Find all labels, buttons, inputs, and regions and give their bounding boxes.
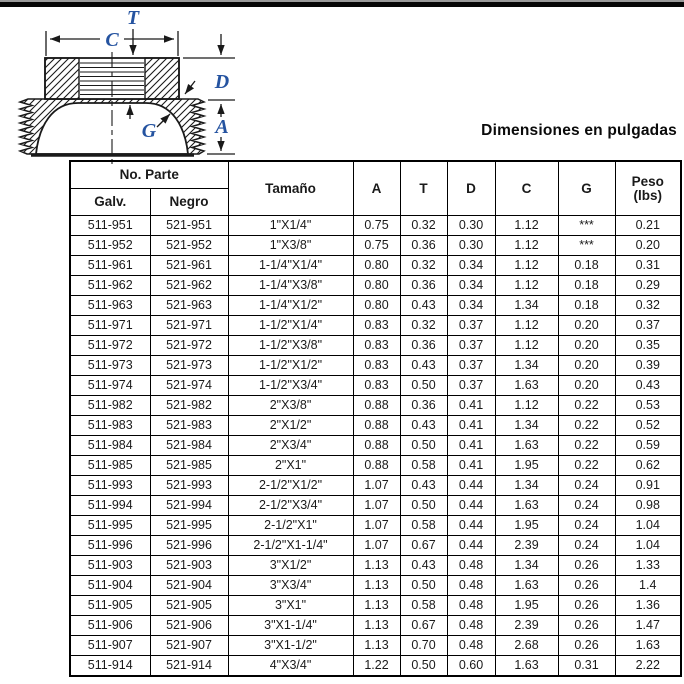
table-cell: 0.48 xyxy=(447,616,495,636)
table-cell: 0.83 xyxy=(353,316,400,336)
table-cell: 511-982 xyxy=(70,396,150,416)
dim-label-t: T xyxy=(126,7,140,29)
table-cell: 0.20 xyxy=(558,356,615,376)
header-peso-units: (lbs) xyxy=(633,187,662,203)
table-cell: 1.12 xyxy=(495,316,558,336)
table-cell: 0.50 xyxy=(400,656,447,677)
table-cell: 0.26 xyxy=(558,556,615,576)
table-row xyxy=(70,416,681,436)
table-cell: 0.48 xyxy=(447,576,495,596)
table-cell: 1.63 xyxy=(615,636,681,656)
table-cell: 521-972 xyxy=(150,336,228,356)
table-row xyxy=(70,456,681,476)
table-cell: 0.37 xyxy=(447,376,495,396)
table-cell: 0.88 xyxy=(353,416,400,436)
table-cell: 0.21 xyxy=(615,216,681,236)
table-cell: 3"X1" xyxy=(228,596,353,616)
table-cell: 511-983 xyxy=(70,416,150,436)
dim-label-d: D xyxy=(214,71,230,93)
table-cell: 0.88 xyxy=(353,436,400,456)
table-cell: 1-1/4"X3/8" xyxy=(228,276,353,296)
table-cell: 511-906 xyxy=(70,616,150,636)
table-cell: 0.34 xyxy=(447,276,495,296)
table-cell: 511-974 xyxy=(70,376,150,396)
table-cell: 0.32 xyxy=(400,256,447,276)
table-cell: 0.80 xyxy=(353,296,400,316)
table-cell: 0.52 xyxy=(615,416,681,436)
table-cell: 1.95 xyxy=(495,456,558,476)
table-cell: 2-1/2"X1" xyxy=(228,516,353,536)
table-row xyxy=(70,236,681,256)
table-cell: 0.26 xyxy=(558,616,615,636)
table-cell: 0.24 xyxy=(558,516,615,536)
table-cell: 0.60 xyxy=(447,656,495,677)
table-cell: 0.67 xyxy=(400,616,447,636)
table-cell: 511-907 xyxy=(70,636,150,656)
dimensions-note: Dimensiones en pulgadas xyxy=(481,122,677,139)
table-cell: 0.43 xyxy=(400,296,447,316)
table-row xyxy=(70,576,681,596)
header-negro: Negro xyxy=(150,189,228,216)
table-cell: 1.95 xyxy=(495,596,558,616)
table-cell: 0.20 xyxy=(558,316,615,336)
table-cell: 1.13 xyxy=(353,636,400,656)
table-cell: 521-914 xyxy=(150,656,228,677)
table-cell: 0.48 xyxy=(447,596,495,616)
table-cell: 1.34 xyxy=(495,476,558,496)
table-cell: 0.88 xyxy=(353,396,400,416)
table-cell: 1.34 xyxy=(495,416,558,436)
table-cell: 1.07 xyxy=(353,536,400,556)
table-cell: 0.32 xyxy=(615,296,681,316)
table-cell: 521-963 xyxy=(150,296,228,316)
table-cell: 1.07 xyxy=(353,476,400,496)
table-cell: 0.22 xyxy=(558,416,615,436)
header-dim-d: D xyxy=(447,161,495,216)
table-cell: 521-973 xyxy=(150,356,228,376)
table-cell: 2.68 xyxy=(495,636,558,656)
table-cell: 0.98 xyxy=(615,496,681,516)
table-row xyxy=(70,476,681,496)
table-cell: 1"X3/8" xyxy=(228,236,353,256)
table-row xyxy=(70,556,681,576)
table-cell: 0.37 xyxy=(615,316,681,336)
table-cell: 2-1/2"X3/4" xyxy=(228,496,353,516)
table-cell: 1.13 xyxy=(353,616,400,636)
table-header xyxy=(70,161,681,216)
table-cell: 0.50 xyxy=(400,376,447,396)
table-cell: 511-996 xyxy=(70,536,150,556)
table-cell: 1.13 xyxy=(353,596,400,616)
table-row xyxy=(70,216,681,236)
table-cell: 0.43 xyxy=(400,476,447,496)
table-cell: 521-974 xyxy=(150,376,228,396)
table-cell: 2"X3/8" xyxy=(228,396,353,416)
table-cell: 511-972 xyxy=(70,336,150,356)
table-cell: 521-904 xyxy=(150,576,228,596)
table-cell: 0.43 xyxy=(400,556,447,576)
table-cell: 1.12 xyxy=(495,236,558,256)
table-cell: 1.63 xyxy=(495,576,558,596)
table-cell: 0.41 xyxy=(447,436,495,456)
table-cell: 2.39 xyxy=(495,616,558,636)
table-cell: 1.63 xyxy=(495,656,558,677)
table-cell: 0.58 xyxy=(400,596,447,616)
table-cell: 0.44 xyxy=(447,516,495,536)
table-cell: 3"X1-1/4" xyxy=(228,616,353,636)
table-cell: 0.53 xyxy=(615,396,681,416)
table-cell: 1.13 xyxy=(353,556,400,576)
table-cell: 1.12 xyxy=(495,276,558,296)
table-cell: 0.22 xyxy=(558,396,615,416)
table-cell: 0.91 xyxy=(615,476,681,496)
table-cell: 0.31 xyxy=(615,256,681,276)
table-row xyxy=(70,296,681,316)
table-cell: 1.34 xyxy=(495,356,558,376)
table-cell: 0.29 xyxy=(615,276,681,296)
table-cell: 521-903 xyxy=(150,556,228,576)
table-cell: 0.26 xyxy=(558,576,615,596)
header-peso xyxy=(615,161,681,216)
table-cell: 0.37 xyxy=(447,356,495,376)
table-cell: 0.62 xyxy=(615,456,681,476)
table-cell: 0.30 xyxy=(447,236,495,256)
dim-label-a: A xyxy=(215,116,229,138)
table-cell: 511-984 xyxy=(70,436,150,456)
table-cell: 1-1/2"X1/2" xyxy=(228,356,353,376)
table-cell: 0.80 xyxy=(353,276,400,296)
table-cell: 2.39 xyxy=(495,536,558,556)
table-cell: 0.35 xyxy=(615,336,681,356)
table-cell: 2"X1" xyxy=(228,456,353,476)
table-cell: 521-961 xyxy=(150,256,228,276)
table-cell: 0.48 xyxy=(447,636,495,656)
table-cell: 511-961 xyxy=(70,256,150,276)
table-cell: 511-993 xyxy=(70,476,150,496)
table-cell: 0.44 xyxy=(447,496,495,516)
table-cell: 0.37 xyxy=(447,336,495,356)
table-cell: 0.75 xyxy=(353,216,400,236)
table-cell: 511-963 xyxy=(70,296,150,316)
table-cell: 0.26 xyxy=(558,636,615,656)
table-cell: 2-1/2"X1-1/4" xyxy=(228,536,353,556)
parts-dimensions-table xyxy=(69,160,682,677)
table-cell: 0.59 xyxy=(615,436,681,456)
table-cell: 0.24 xyxy=(558,476,615,496)
table-cell: 511-995 xyxy=(70,516,150,536)
table-row xyxy=(70,616,681,636)
table-cell: 0.18 xyxy=(558,256,615,276)
table-cell: 0.37 xyxy=(447,316,495,336)
table-cell: 511-952 xyxy=(70,236,150,256)
table-row xyxy=(70,636,681,656)
table-cell: 511-951 xyxy=(70,216,150,236)
table-cell: 0.36 xyxy=(400,336,447,356)
table-cell: 0.20 xyxy=(615,236,681,256)
table-row xyxy=(70,336,681,356)
header-peso-word: Peso xyxy=(631,173,664,189)
table-cell: 0.34 xyxy=(447,296,495,316)
table-cell: 0.18 xyxy=(558,276,615,296)
table-row xyxy=(70,496,681,516)
table-cell: 1.22 xyxy=(353,656,400,677)
table-row xyxy=(70,536,681,556)
table-cell: 1-1/4"X1/2" xyxy=(228,296,353,316)
table-cell: 0.41 xyxy=(447,416,495,436)
table-cell: 521-907 xyxy=(150,636,228,656)
table-cell: 521-996 xyxy=(150,536,228,556)
table-cell: 521-994 xyxy=(150,496,228,516)
table-cell: 0.50 xyxy=(400,496,447,516)
table-cell: 0.75 xyxy=(353,236,400,256)
table-cell: 0.32 xyxy=(400,216,447,236)
table-cell: 1.4 xyxy=(615,576,681,596)
header-dim-c: C xyxy=(495,161,558,216)
table-cell: 1-1/2"X1/4" xyxy=(228,316,353,336)
table-cell: 0.80 xyxy=(353,256,400,276)
table-cell: 521-906 xyxy=(150,616,228,636)
table-cell: 521-971 xyxy=(150,316,228,336)
header-dim-t: T xyxy=(400,161,447,216)
table-cell: 1.12 xyxy=(495,396,558,416)
table-cell: 1-1/2"X3/8" xyxy=(228,336,353,356)
table-cell: 1.13 xyxy=(353,576,400,596)
table-cell: 0.20 xyxy=(558,376,615,396)
table-cell: 0.36 xyxy=(400,236,447,256)
table-cell: 2"X1/2" xyxy=(228,416,353,436)
table-cell: 1.34 xyxy=(495,296,558,316)
header-galv: Galv. xyxy=(70,189,150,216)
table-cell: 0.30 xyxy=(447,216,495,236)
table-row xyxy=(70,396,681,416)
table-cell: 0.26 xyxy=(558,596,615,616)
header-dim-g: G xyxy=(558,161,615,216)
table-cell: 1"X1/4" xyxy=(228,216,353,236)
table-cell: 1.34 xyxy=(495,556,558,576)
table-cell: 1-1/2"X3/4" xyxy=(228,376,353,396)
table-row xyxy=(70,376,681,396)
table-cell: 0.36 xyxy=(400,396,447,416)
table-cell: 511-994 xyxy=(70,496,150,516)
table-cell: 0.50 xyxy=(400,576,447,596)
table-cell: 0.20 xyxy=(558,336,615,356)
table-cell: 1.95 xyxy=(495,516,558,536)
table-row xyxy=(70,596,681,616)
table-cell: 1.63 xyxy=(495,496,558,516)
table-cell: 0.31 xyxy=(558,656,615,677)
table-cell: 511-985 xyxy=(70,456,150,476)
table-cell: 0.44 xyxy=(447,536,495,556)
dim-label-c: C xyxy=(105,29,119,51)
header-tamano: Tamaño xyxy=(228,161,353,216)
table-cell: 1.63 xyxy=(495,436,558,456)
table-cell: 0.36 xyxy=(400,276,447,296)
table-cell: 1-1/4"X1/4" xyxy=(228,256,353,276)
table-cell: 521-983 xyxy=(150,416,228,436)
table-cell: 1.07 xyxy=(353,516,400,536)
table-cell: 0.24 xyxy=(558,496,615,516)
table-cell: 521-982 xyxy=(150,396,228,416)
table-row xyxy=(70,656,681,677)
table-cell: 4"X3/4" xyxy=(228,656,353,677)
table-cell: 0.32 xyxy=(400,316,447,336)
table-cell: 2-1/2"X1/2" xyxy=(228,476,353,496)
table-cell: 1.07 xyxy=(353,496,400,516)
table-cell: 0.43 xyxy=(615,376,681,396)
table-cell: 521-995 xyxy=(150,516,228,536)
table-cell: 0.58 xyxy=(400,516,447,536)
table-cell: 0.88 xyxy=(353,456,400,476)
table-cell: *** xyxy=(558,216,615,236)
table-row xyxy=(70,436,681,456)
table-cell: 521-985 xyxy=(150,456,228,476)
table-cell: 0.58 xyxy=(400,456,447,476)
parts-table-body xyxy=(70,216,681,677)
table-cell: 0.70 xyxy=(400,636,447,656)
table-cell: 0.43 xyxy=(400,356,447,376)
table-cell: 521-952 xyxy=(150,236,228,256)
table-cell: 511-914 xyxy=(70,656,150,677)
table-row xyxy=(70,316,681,336)
table-cell: 1.12 xyxy=(495,256,558,276)
table-cell: 1.63 xyxy=(495,376,558,396)
table-cell: 0.44 xyxy=(447,476,495,496)
table-cell: 0.41 xyxy=(447,456,495,476)
table-row xyxy=(70,276,681,296)
table-cell: 2"X3/4" xyxy=(228,436,353,456)
table-cell: 521-993 xyxy=(150,476,228,496)
table-cell: 0.22 xyxy=(558,436,615,456)
table-cell: 511-973 xyxy=(70,356,150,376)
table-cell: 0.83 xyxy=(353,376,400,396)
table-cell: 511-962 xyxy=(70,276,150,296)
table-cell: *** xyxy=(558,236,615,256)
table-cell: 1.04 xyxy=(615,536,681,556)
table-cell: 2.22 xyxy=(615,656,681,677)
table-cell: 521-951 xyxy=(150,216,228,236)
table-cell: 1.33 xyxy=(615,556,681,576)
table-cell: 1.12 xyxy=(495,336,558,356)
table-cell: 511-971 xyxy=(70,316,150,336)
table-cell: 521-962 xyxy=(150,276,228,296)
table-cell: 0.18 xyxy=(558,296,615,316)
table-cell: 521-984 xyxy=(150,436,228,456)
table-cell: 511-905 xyxy=(70,596,150,616)
dim-label-g: G xyxy=(141,120,157,142)
table-row xyxy=(70,256,681,276)
table-cell: 0.22 xyxy=(558,456,615,476)
table-cell: 0.41 xyxy=(447,396,495,416)
table-cell: 0.83 xyxy=(353,356,400,376)
table-row xyxy=(70,356,681,376)
header-dim-a: A xyxy=(353,161,400,216)
table-cell: 0.24 xyxy=(558,536,615,556)
table-cell: 511-904 xyxy=(70,576,150,596)
table-cell: 0.43 xyxy=(400,416,447,436)
table-cell: 1.12 xyxy=(495,216,558,236)
fitting-cross-section-diagram xyxy=(2,6,242,166)
header-no-parte: No. Parte xyxy=(70,161,228,189)
table-cell: 0.67 xyxy=(400,536,447,556)
table-cell: 0.83 xyxy=(353,336,400,356)
table-cell: 3"X1-1/2" xyxy=(228,636,353,656)
table-cell: 1.04 xyxy=(615,516,681,536)
table-row xyxy=(70,516,681,536)
table-cell: 0.48 xyxy=(447,556,495,576)
table-cell: 1.36 xyxy=(615,596,681,616)
table-cell: 0.50 xyxy=(400,436,447,456)
table-cell: 0.34 xyxy=(447,256,495,276)
table-cell: 3"X3/4" xyxy=(228,576,353,596)
table-cell: 0.39 xyxy=(615,356,681,376)
table-cell: 511-903 xyxy=(70,556,150,576)
table-cell: 521-905 xyxy=(150,596,228,616)
table-cell: 1.47 xyxy=(615,616,681,636)
table-cell: 3"X1/2" xyxy=(228,556,353,576)
